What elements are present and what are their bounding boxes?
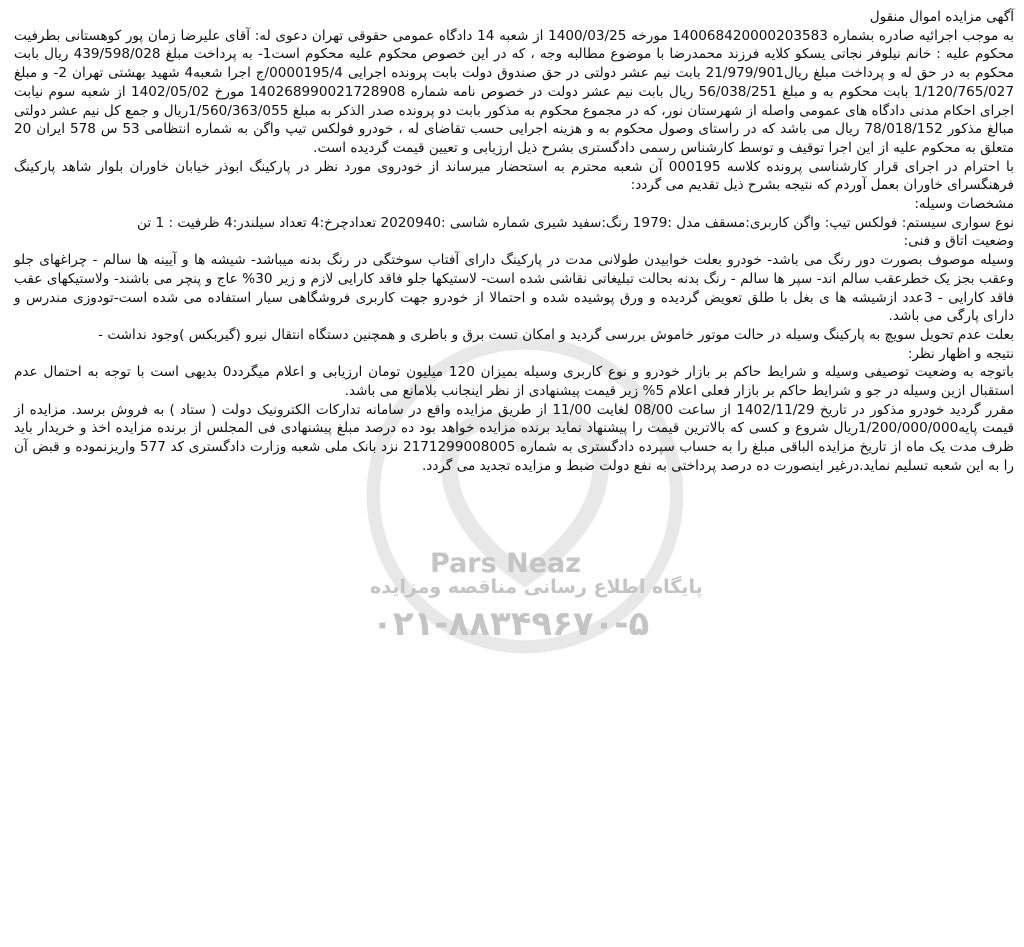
specs-text: نوع سواری سیستم: فولکس تیپ: واگن کاربری:مسقف مدل :1979 رنگ:سفید شیری شماره شاسی :2020940 تعدادچرخ:4 تعداد سیلندر:4 ظرفیت : 1 تن bbox=[137, 214, 1014, 231]
auction-text: مقرر گردید خودرو مذکور در تاریخ 1402/11/29 از ساعت 08/00 لغایت 11/00 از طریق مزایده واقع در سامانه تدارکات الکترونیک دولت ( ستاد ) به فروش برسد. مزایده از قیمت پایه1/200/000/000ریال شروع و کسی که بالاترین قیمت را پیشنهاد نماید برنده مزایده خواهد بود ده درصد مبلغ پیشنهادی فی المجلس از برنده مزایده اخذ و خریدار باید ظرف مدت یک ماه از تاریخ مزایده الباقی مبلغ را به حساب سپرده دادگستری به شماره 2171299008005 نزد بانک ملی شعبه وزارت دادگستری کد 577 واریزنموده و قبض آن را به این شعبه تسلیم نماید.درغیر اینصورت ده درصد پرداختی به نفع دولت ضبط و مزایده تجدید می گردد. bbox=[14, 401, 1015, 474]
expert-intro: با احترام در اجرای قرار کارشناسی پرونده کلاسه 000195 آن شعبه محترم به استحضار میرساند از خودروی مورد نظر در پارکینگ ابوذر خیابان خاوران بلوار شاهد پارکینگ فرهنگسرای خاوران بعمل آوردم که نتیجه بشرح ذیل تقدیم می گردد: bbox=[14, 158, 1014, 194]
engine-text: بعلت عدم تحویل سویچ به پارکینگ وسیله در حالت موتور خاموش بررسی گردید و امکان تست برق و باطری و همچنین دستگاه انتقال نیرو (گیربکس )وجود نداشت - bbox=[98, 326, 1014, 343]
condition-heading: وضعیت اتاق و فنی: bbox=[903, 233, 1014, 250]
result-heading: نتیجه و اظهار نظر: bbox=[907, 345, 1014, 362]
notice-intro: به موجب اجرائیه صادره بشماره 140068420000203583 مورخه 1400/03/25 از شعبه 14 دادگاه عمومی حقوقی تهران دعوی له: آقای علیرضا زمان پور کوهستانی بطرفیت محکوم علیه : خانم نیلوفر نجاتی یسکو کلایه فرزند محمدرضا با موضوع مطالبه وجه ، که در این خصوص محکوم علیه محکوم است1- به پرداخت مبلغ 439/598/028 ریال بابت محکوم به در حق له و پرداخت مبلغ ریال21/979/901 بابت نیم عشر دولتی در حق صندوق دولت بابت پرونده اجرایی 0000195/4/ج اجرا شعبه4 شهید بهشتی تهران 2- و مبلغ 1/120/765/027 بابت محکوم به و مبلغ 56/038/251 ریال بابت نیم عشر دولت در خصوص نامه شماره 140268990021728908 مورخ 1402/05/02 از شعبه سوم نیابت اجرای احکام مدنی دادگاه های عمومی واصله از شهرستان نور، که در مجموع محکوم به مذکور بابت دو پرونده صدر الذکر به مبلغ 1/560/363/055ریال و جمع کل نیم عشر دولتی مبالغ مذکور 78/018/152 ریال می باشد که در راستای وصول محکوم به و هزینه اجرایی حسب تقاضای له ، خودرو فولکس تیپ واگن به شماره انتظامی 53 س 578 ایران 20 متعلق به محکوم علیه از این اجرا توقیف و توسط کارشناس رسمی دادگستری بشرح ذیل ارزیابی و تعیین قیمت گردیده است. bbox=[14, 27, 1014, 156]
notice-title: آگهی مزایده اموال منقول bbox=[869, 9, 1014, 25]
condition-text: وسیله موصوف بصورت دور رنگ می باشد- خودرو بعلت خوابیدن طولانی مدت در پارکینگ دارای آفتاب سوختگی در رنگ بدنه میباشد- شیشه ها و آیینه ها سالم - چراغهای جلو وعقب بجز یک خطرعقب سالم اند- سپر ها سالم - رنگ بدنه بحالت تبلیغاتی نقاشی شده است- لاستیکها جلو فاقد کارایی لازم و زیر 30% عاج و پنچر می باشند- ولاستیکهای عقب فاقد کارایی - 3عدد ازشیشه ها ی بغل با طلق تعویض گردیده و ورق پوشیده شده و احتمالا از خودرو جهت کاربری فروشگاهی سیار استفاده می شده است-تودوزی مندرس و دارای پارگی می باشد. bbox=[14, 252, 1014, 325]
watermark-brand: Pars Neaz bbox=[430, 548, 581, 579]
watermark-tagline: پایگاه اطلاع رسانی مناقصه ومزایده bbox=[370, 576, 703, 598]
specs-heading: مشخصات وسیله: bbox=[914, 196, 1014, 213]
result-text: باتوجه به وضعیت توصیفی وسیله و شرایط حاکم بر بازار خودرو و نوع کاربری وسیله بمیزان 120 میلیون تومان ارزیابی و اعلام میگردد0 بدیهی است با توجه به احتمال عدم استقبال ازین وسیله در جو و شرایط حاکم بر بازار فعلی اعلام 5% زیر قیمت پیشنهادی از نظر اینجانب بلامانع می باشد. bbox=[14, 364, 1014, 400]
watermark-phone: ۰۲۱-۸۸۳۴۹۶۷۰-۵ bbox=[372, 604, 650, 644]
